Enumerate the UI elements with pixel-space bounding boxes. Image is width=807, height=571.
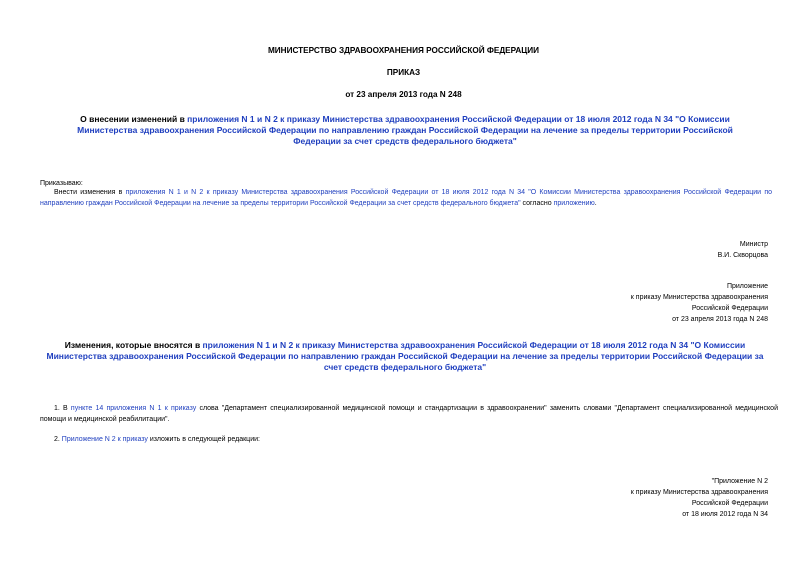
order-intro: Приказываю: [40,180,83,187]
item-1-num: 1. В [54,405,71,412]
changes-title [45,340,765,373]
signature-position: Министр [739,241,768,248]
appendix-line-3: Российской Федерации [691,305,768,312]
item-2-text: изложить в следующей редакции: [147,436,260,443]
order-title-prefix: О внесении изменений в [80,114,188,124]
order-title-link[interactable]: приложения N 1 и N 2 к приказу Министерства здравоохранения Российской Федерации от 18 июля 2012 года N 34 "О Комиссии Министерства здравоохранения Российской Федерации по направлению граждан Российской Федерации на лечение за пределы территории Российской Федерации за счет средств федерального бюджета" [77,114,733,146]
appendix-2-line-3: Российской Федерации [691,500,768,507]
appendix-block [500,281,768,325]
doc-date-number: от 23 апреля 2013 года N 248 [345,90,462,99]
order-title [55,114,755,147]
item-1-link[interactable]: пункте 14 приложения N 1 к приказу [70,405,197,412]
item-1-text: слова "Департамент специализированной медицинской помощи и стандартизации в здравоохранении" заменить словами "Департамент специализированной медицинской помощи и медицинской реабилитации". [40,405,778,423]
order-text-2: согласно [520,200,554,207]
order-text-1: Внести изменения в [54,189,126,196]
doc-type-heading: ПРИКАЗ [386,68,421,77]
appendix-line-4: от 23 апреля 2013 года N 248 [672,316,768,323]
order-link-appendix[interactable]: приложению [553,200,595,207]
appendix-2-line-4: от 18 июля 2012 года N 34 [682,511,768,518]
appendix-2-line-1: "Приложение N 2 [711,478,768,485]
ministry-heading: МИНИСТЕРСТВО ЗДРАВООХРАНЕНИЯ РОССИЙСКОЙ ФЕДЕРАЦИИ [267,46,540,55]
appendix-2-block [500,476,768,520]
item-2-link[interactable]: Приложение N 2 к приказу [61,436,148,443]
appendix-line-2: к приказу Министерства здравоохранения [630,294,768,301]
signature-block [500,239,768,261]
order-paragraph [40,187,772,209]
item-2-num: 2. [54,436,62,443]
signature-name: В.И. Скворцова [717,252,768,259]
change-item-1 [40,403,778,425]
appendix-line-1: Приложение [726,283,768,290]
appendix-2-line-2: к приказу Министерства здравоохранения [630,489,768,496]
change-item-2 [54,434,260,445]
order-text-3: . [594,200,597,207]
changes-title-link[interactable]: приложения N 1 и N 2 к приказу Министерства здравоохранения Российской Федерации от 18 июля 2012 года N 34 "О Комиссии Министерства здравоохранения Российской Федерации по направлению граждан Российской Федерации на лечение за пределы территории Российской Федерации за счет средств федерального бюджета" [46,340,764,372]
order-link-appendices[interactable]: приложения N 1 и N 2 к приказу Министерства здравоохранения Российской Федерации от 18 июля 2012 года N 34 "О Комиссии Министерства здравоохранения Российской Федерации по направлению граждан Российской Федерации на лечение за пределы территории Российской Федерации за счет средств федерального бюджета" [40,189,773,207]
changes-title-prefix: Изменения, которые вносятся в [64,340,203,350]
